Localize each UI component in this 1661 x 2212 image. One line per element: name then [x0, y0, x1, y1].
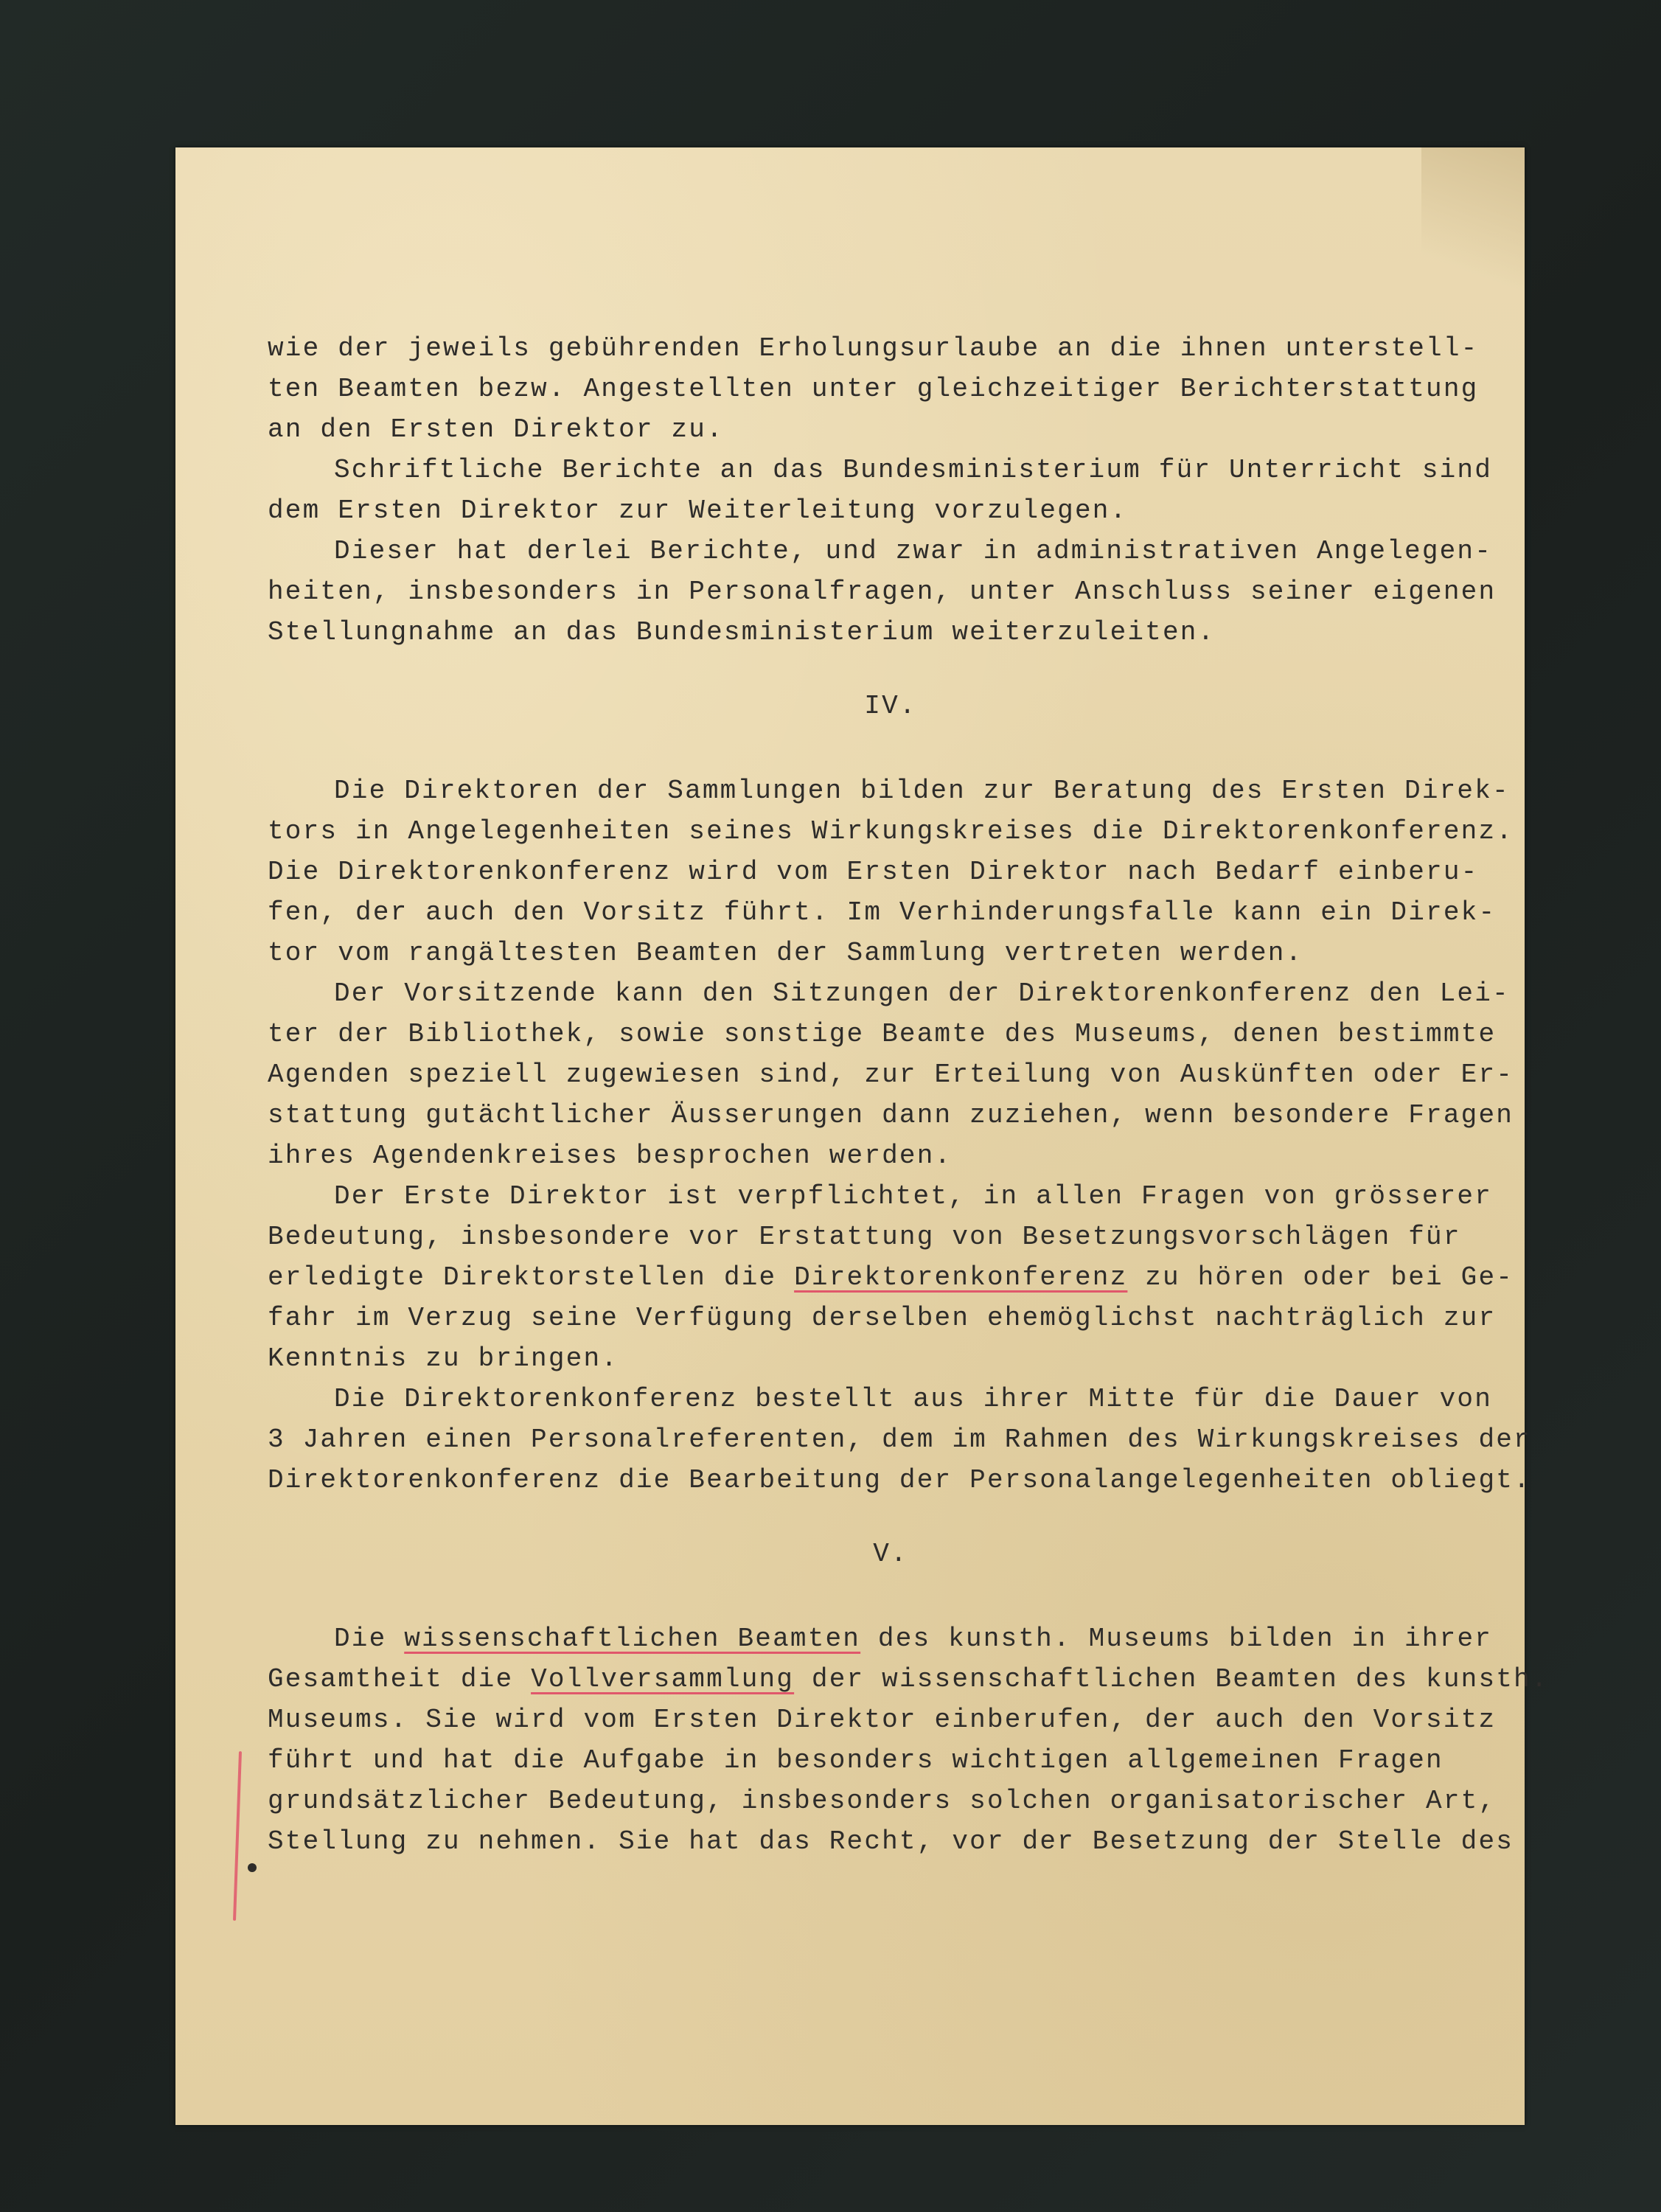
text-line: führt und hat die Aufgabe in besonders wichtigen allgemeinen Fragen	[268, 1745, 1444, 1775]
section-heading-iv: IV.	[864, 691, 917, 721]
text-segment: Die	[334, 1624, 405, 1654]
text-segment: der wissenschaftlichen Beamten des kunsth.	[794, 1664, 1549, 1694]
paper-fold	[1421, 147, 1525, 317]
text-line: ten Beamten bezw. Angestellten unter gleichzeitiger Berichterstattung	[268, 374, 1479, 404]
paragraph-iv-1	[268, 771, 1514, 973]
text-line: Die Direktorenkonferenz wird vom Ersten Direktor nach Bedarf einberu-	[268, 857, 1479, 887]
text-line: Der Erste Direktor ist verpflichtet, in allen Fragen von grösserer	[334, 1181, 1493, 1211]
paragraph-dieser	[268, 531, 1497, 653]
paragraph-v-1	[268, 1618, 1549, 1862]
text-line: grundsätzlicher Bedeutung, insbesonders solchen organisatorischer Art,	[268, 1786, 1497, 1816]
text-line: tor vom rangältesten Beamten der Sammlung vertreten werden.	[268, 938, 1303, 968]
text-line: dem Ersten Direktor zur Weiterleitung vorzulegen.	[268, 495, 1128, 526]
text-line: Schriftliche Berichte an das Bundesministerium für Unterricht sind	[334, 455, 1493, 485]
text-line: Dieser hat derlei Berichte, und zwar in administrativen Angelegen-	[334, 536, 1493, 566]
red-underlined-term: Vollversammlung	[531, 1664, 795, 1694]
text-line: Bedeutung, insbesondere vor Erstattung von Besetzungsvorschlägen für	[268, 1222, 1461, 1252]
paragraph-iv-2	[268, 973, 1514, 1176]
text-line: ihres Agendenkreises besprochen werden.	[268, 1141, 953, 1171]
text-line: Die Direktorenkonferenz bestellt aus ihrer Mitte für die Dauer von	[334, 1384, 1493, 1414]
text-segment: erledigte Direktorstellen die	[268, 1262, 795, 1293]
red-underlined-term: Direktorenkonferenz	[794, 1262, 1128, 1293]
text-line: Direktorenkonferenz die Bearbeitung der Personalangelegenheiten obliegt.	[268, 1465, 1531, 1495]
text-segment: des kunsth. Museums bilden in ihrer	[860, 1624, 1493, 1654]
paragraph-berichte	[268, 450, 1493, 531]
document-text	[268, 328, 1549, 1862]
text-line: Die Direktoren der Sammlungen bilden zur Beratung des Ersten Direk-	[334, 776, 1510, 806]
text-line-underlined	[268, 1659, 1549, 1700]
text-line: Agenden speziell zugewiesen sind, zur Erteilung von Auskünften oder Er-	[268, 1060, 1514, 1090]
text-line: Kenntnis zu bringen.	[268, 1343, 619, 1374]
text-line-underlined	[268, 1257, 1514, 1298]
text-line: Der Vorsitzende kann den Sitzungen der Direktorenkonferenz den Lei-	[334, 978, 1510, 1009]
text-line: fahr im Verzug seine Verfügung derselben ehemöglichst nachträglich zur	[268, 1303, 1497, 1333]
text-line: an den Ersten Direktor zu.	[268, 414, 724, 445]
paragraph-iv-3	[268, 1176, 1514, 1379]
text-line: stattung gutächtlicher Äusserungen dann zuziehen, wenn besondere Fragen	[268, 1100, 1514, 1130]
paragraph-opening	[268, 328, 1484, 450]
text-line: fen, der auch den Vorsitz führt. Im Verhinderungsfalle kann ein Direk-	[268, 897, 1497, 928]
text-line: Stellung zu nehmen. Sie hat das Recht, vor der Besetzung der Stelle des	[268, 1826, 1514, 1857]
text-line: 3 Jahren einen Personalreferenten, dem im Rahmen des Wirkungskreises der	[268, 1425, 1531, 1455]
paragraph-iv-4	[268, 1379, 1531, 1500]
text-line: heiten, insbesonders in Personalfragen, unter Anschluss seiner eigenen	[268, 577, 1497, 607]
text-line: wie der jeweils gebührenden Erholungsurlaube an die ihnen unterstell-	[268, 333, 1479, 364]
text-line: ter der Bibliothek, sowie sonstige Beamte des Museums, denen bestimmte	[268, 1019, 1497, 1049]
text-line: Stellungnahme an das Bundesministerium weiterzuleiten.	[268, 617, 1216, 647]
text-line: Museums. Sie wird vom Ersten Direktor einberufen, der auch den Vorsitz	[268, 1705, 1497, 1735]
text-line: tors in Angelegenheiten seines Wirkungskreises die Direktorenkonferenz.	[268, 816, 1514, 846]
text-segment: Gesamtheit die	[268, 1664, 532, 1694]
text-segment: zu hören oder bei Ge-	[1127, 1262, 1514, 1293]
margin-dot	[248, 1863, 257, 1872]
red-underlined-term: wissenschaftlichen Beamten	[404, 1624, 861, 1654]
text-line-underlined	[268, 1618, 1493, 1659]
section-heading-v: V.	[873, 1539, 908, 1569]
